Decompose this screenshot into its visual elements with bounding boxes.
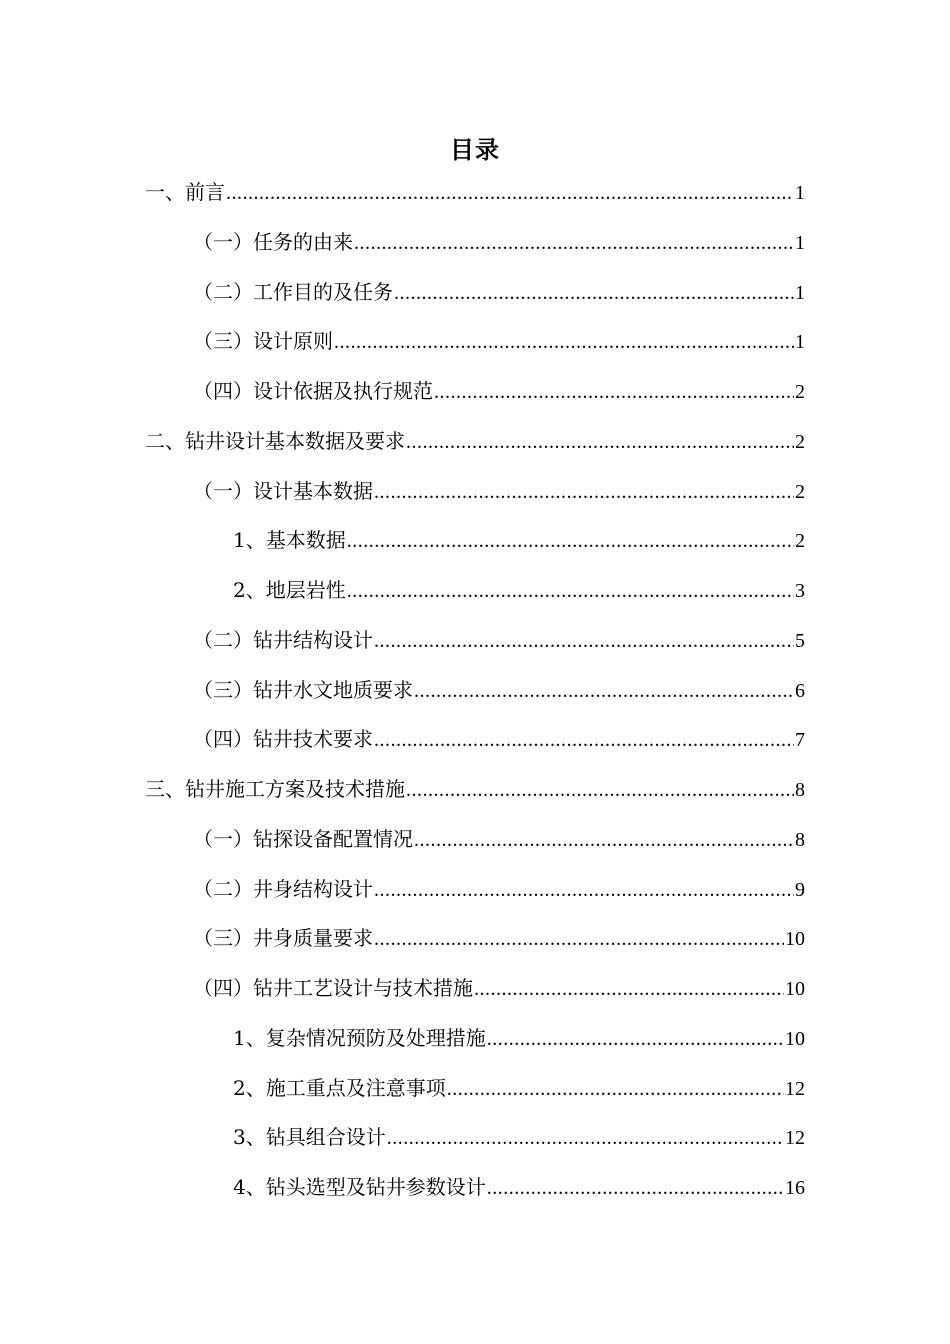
- toc-leader-dots: [374, 625, 794, 657]
- toc-entry-label: （四）钻井工艺设计与技术措施: [193, 976, 473, 1000]
- toc-entry[interactable]: [193, 873, 805, 905]
- toc-leader-dots: [387, 1122, 784, 1154]
- toc-page-number: 6: [795, 680, 805, 702]
- toc-entry[interactable]: [193, 624, 805, 656]
- toc-page-number: 8: [795, 779, 805, 801]
- toc-entry-label: 1、复杂情况预防及处理措施: [233, 1026, 486, 1050]
- toc-page-number: 7: [795, 729, 805, 751]
- toc-entry[interactable]: [233, 574, 805, 606]
- toc-leader-dots: [347, 525, 794, 557]
- toc-entry[interactable]: [193, 922, 805, 954]
- toc-leader-dots: [474, 973, 784, 1005]
- toc-page-number: 2: [795, 481, 805, 503]
- toc-entry-label: （二）工作目的及任务: [193, 280, 393, 304]
- toc-page-number: 5: [795, 630, 805, 652]
- toc-leader-dots: [414, 824, 794, 856]
- toc-entry-label: （三）井身质量要求: [193, 926, 373, 950]
- toc-entry-label: 2、地层岩性: [233, 578, 346, 602]
- toc-entry-label: （三）设计原则: [193, 329, 333, 353]
- page-title: 目录: [450, 136, 500, 164]
- toc-page-number: 1: [795, 331, 805, 353]
- toc-page-number: 1: [795, 282, 805, 304]
- toc-entry-label: 4、钻头选型及钻井参数设计: [233, 1175, 486, 1199]
- toc-entry[interactable]: [193, 723, 805, 755]
- toc-entry-label: （二）钻井结构设计: [193, 628, 373, 652]
- toc-leader-dots: [374, 923, 784, 955]
- toc-entry-label: （一）钻探设备配置情况: [193, 827, 413, 851]
- toc-page-number: 2: [795, 381, 805, 403]
- toc-leader-dots: [354, 227, 794, 259]
- toc-leader-dots: [334, 326, 794, 358]
- toc-leader-dots: [347, 575, 794, 607]
- toc-entry-label: （三）钻井水文地质要求: [193, 678, 413, 702]
- toc-leader-dots: [487, 1023, 784, 1055]
- toc-entry-label: （二）井身结构设计: [193, 877, 373, 901]
- toc-entry-label: 一、前言: [145, 180, 225, 204]
- toc-entry[interactable]: [193, 375, 805, 407]
- toc-entry[interactable]: [193, 325, 805, 357]
- toc-page-number: 8: [795, 829, 805, 851]
- toc-entry-label: 二、钻井设计基本数据及要求: [145, 429, 405, 453]
- toc-entry-label: 2、施工重点及注意事项: [233, 1076, 446, 1100]
- toc-entry[interactable]: [233, 1171, 805, 1203]
- toc-page-number: 12: [785, 1127, 805, 1149]
- toc-entry-label: 3、钻具组合设计: [233, 1125, 386, 1149]
- toc-entry-label: （四）设计依据及执行规范: [193, 379, 433, 403]
- toc-entry[interactable]: [233, 1121, 805, 1153]
- toc-entry[interactable]: [193, 823, 805, 855]
- toc-entry[interactable]: [193, 276, 805, 308]
- toc-page-number: 12: [785, 1078, 805, 1100]
- toc-page-number: 10: [785, 928, 805, 950]
- toc-entry-label: 1、基本数据: [233, 528, 346, 552]
- toc-leader-dots: [394, 277, 794, 309]
- toc-entry-label: 三、钻井施工方案及技术措施: [145, 777, 405, 801]
- toc-leader-dots: [226, 177, 794, 209]
- toc-entry-label: （一）设计基本数据: [193, 479, 373, 503]
- toc-entry-label: （一）任务的由来: [193, 230, 353, 254]
- toc-page-number: 16: [785, 1177, 805, 1199]
- toc-page-number: 10: [785, 978, 805, 1000]
- toc-entry[interactable]: [193, 674, 805, 706]
- toc-page-number: 1: [795, 182, 805, 204]
- toc-page-number: 9: [795, 879, 805, 901]
- toc-leader-dots: [447, 1073, 784, 1105]
- toc-leader-dots: [434, 376, 794, 408]
- toc-entry[interactable]: [233, 1022, 805, 1054]
- toc-entry[interactable]: [193, 226, 805, 258]
- toc-leader-dots: [374, 476, 794, 508]
- toc-leader-dots: [487, 1172, 784, 1204]
- toc-entry[interactable]: [233, 524, 805, 556]
- toc-page-number: 1: [795, 232, 805, 254]
- toc-page-number: 10: [785, 1028, 805, 1050]
- toc-entry[interactable]: [193, 475, 805, 507]
- toc-leader-dots: [414, 675, 794, 707]
- toc-leader-dots: [406, 426, 794, 458]
- toc-entry-label: （四）钻井技术要求: [193, 727, 373, 751]
- toc-leader-dots: [374, 874, 794, 906]
- toc-entry[interactable]: [145, 425, 805, 457]
- toc-entry[interactable]: [233, 1072, 805, 1104]
- toc-entry[interactable]: [145, 176, 805, 208]
- toc-leader-dots: [374, 724, 794, 756]
- toc-page-number: 3: [795, 580, 805, 602]
- toc-leader-dots: [406, 774, 794, 806]
- toc-entry[interactable]: [193, 972, 805, 1004]
- toc-page-number: 2: [795, 530, 805, 552]
- toc-page-number: 2: [795, 431, 805, 453]
- toc-entry[interactable]: [145, 773, 805, 805]
